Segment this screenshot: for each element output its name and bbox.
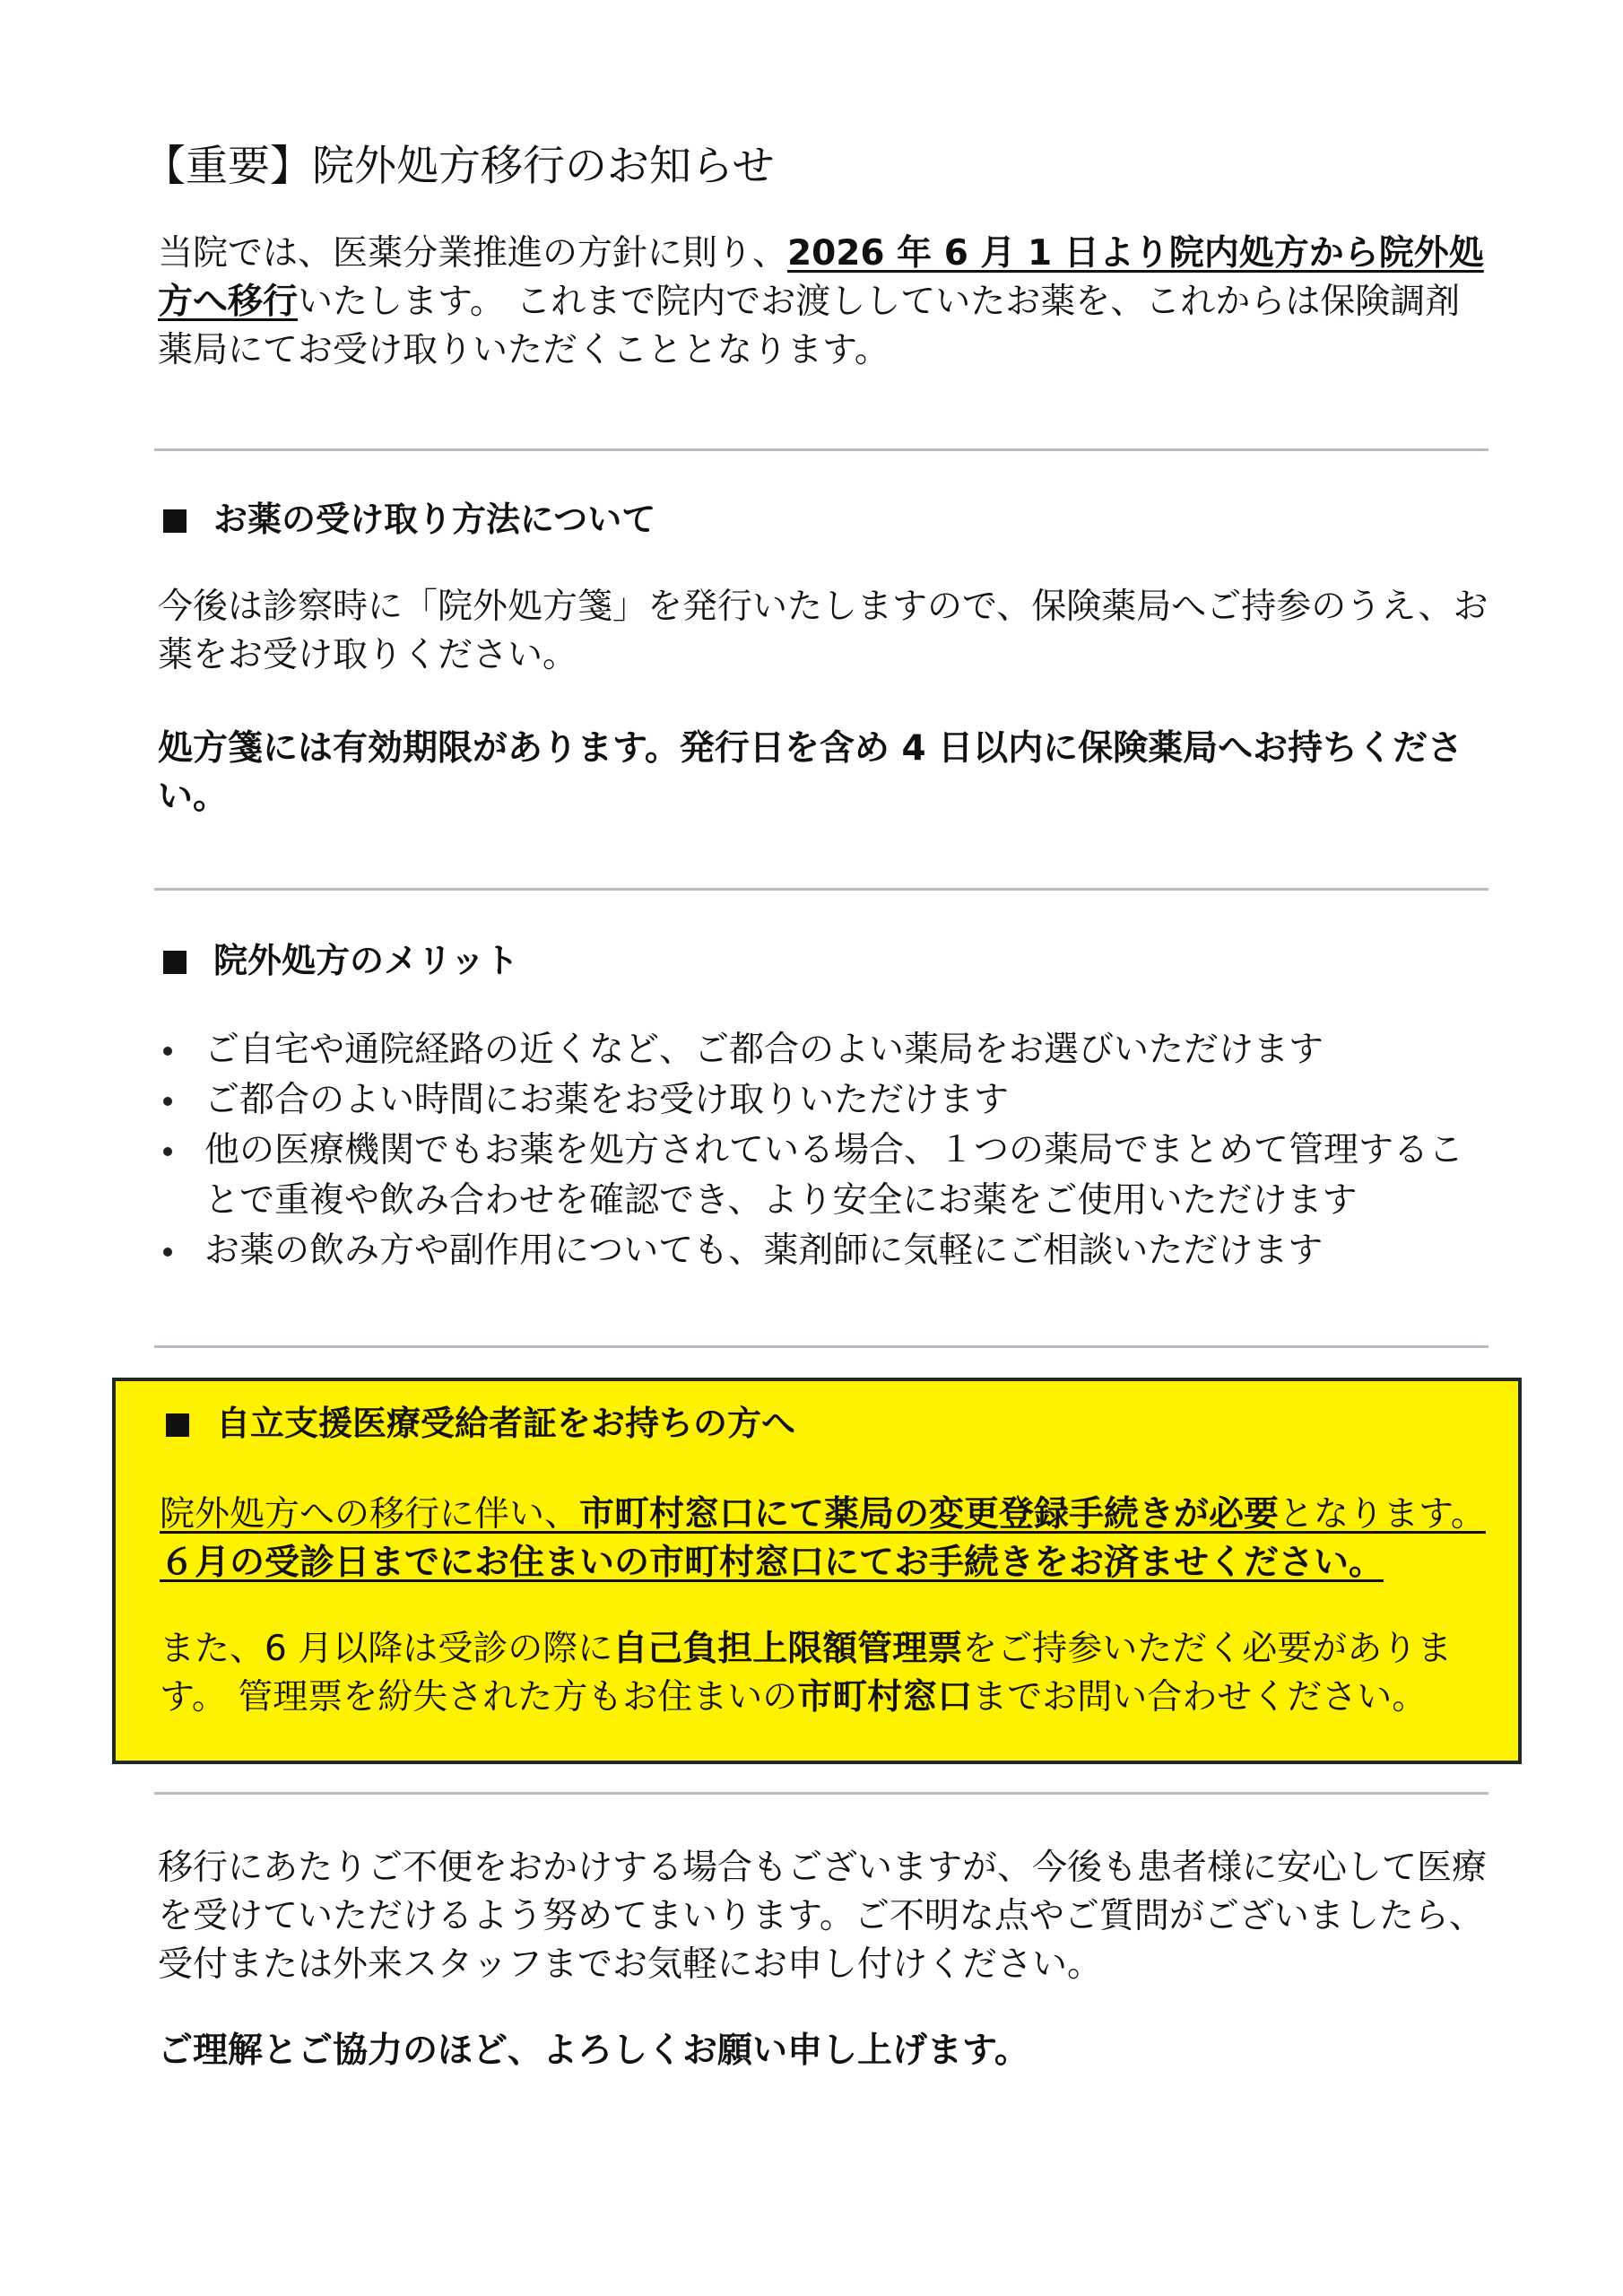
list-item xyxy=(158,1126,1494,1226)
support-notice-box xyxy=(112,1378,1522,1764)
divider xyxy=(154,448,1488,451)
receive-paragraph: 今後は診察時に「院外処方箋」を発行いたしますので、保険薬局へご持参のうえ、お薬をお受け取りください。 xyxy=(158,587,1488,675)
support-requirement xyxy=(160,1491,1496,1587)
merit-item-text: お薬の飲み方や副作用についても、薬剤師に気軽にご相談いただけます xyxy=(204,1231,1324,1271)
notice-title: 【重要】院外処方移行のお知らせ xyxy=(143,142,775,191)
merit-item-text: ご都合のよい時間にお薬をお受け取りいただけます xyxy=(204,1080,1010,1120)
section-heading-support xyxy=(166,1399,795,1448)
intro-tail: いたします。 これまで院内でお渡ししていたお薬を、これからは保険調剤薬局にてお受け取りいただくこととなります。 xyxy=(158,282,1461,370)
bullet-dot-icon xyxy=(163,1097,172,1106)
square-bullet-icon xyxy=(163,951,187,974)
list-item xyxy=(158,1226,1494,1276)
bullet-dot-icon xyxy=(163,1248,172,1257)
section-heading-receive-text: お薬の受け取り方法について xyxy=(213,500,656,539)
section-heading-support-text: 自立支援医療受給者証をお持ちの方へ xyxy=(216,1404,796,1443)
section-heading-merit xyxy=(163,936,518,985)
support-line2: ６月の受診日までにお住まいの市町村窓口にてお手続きをお済ませください。 xyxy=(160,1543,1384,1583)
support-line3-b: 自己負担上限額管理票 xyxy=(612,1629,963,1669)
merit-list xyxy=(158,1025,1494,1276)
support-line3-d: 市町村窓口 xyxy=(797,1677,973,1718)
divider xyxy=(154,1345,1488,1348)
merit-item-text: ご自宅や通院経路の近くなど、ご都合のよい薬局をお選びいただけます xyxy=(204,1030,1324,1070)
bullet-dot-icon xyxy=(163,1147,172,1156)
support-line3-c: をご持参いただく必要があります。 管理票を紛失された方もお住まいの xyxy=(160,1629,1453,1718)
intro-lead: 当院では、医薬分業推進の方針に則り、 xyxy=(158,233,788,274)
support-line1-c: となります。 xyxy=(1279,1494,1486,1535)
support-line3-a: また、6 月以降は受診の際に xyxy=(160,1629,613,1669)
square-bullet-icon xyxy=(166,1413,189,1437)
support-line1-b: 市町村窓口にて薬局の変更登録手続きが必要 xyxy=(579,1494,1280,1535)
list-item xyxy=(158,1025,1494,1075)
support-certificate-note xyxy=(160,1625,1496,1722)
intro-emphasis: 2026 年 6 月 1 日より院内処方から院外処方へ移行 xyxy=(158,233,1484,322)
divider xyxy=(154,1792,1488,1795)
merit-item-text: 他の医療機関でもお薬を処方されている場合、１つの薬局でまとめて管理することで重複や飲み合わせを確認でき、より安全にお薬をご使用いただけます xyxy=(204,1130,1464,1221)
list-item xyxy=(158,1075,1494,1126)
intro-paragraph xyxy=(158,230,1494,375)
section-heading-merit-text: 院外処方のメリット xyxy=(213,941,519,980)
support-line1-a: 院外処方への移行に伴い、 xyxy=(160,1494,580,1535)
support-line3-e: までお問い合わせください。 xyxy=(972,1677,1428,1718)
closing-paragraph: 移行にあたりご不便をおかけする場合もございますが、今後も患者様に安心して医療を受けていただけるよう努めてまいります。ご不明な点やご質問がございましたら、受付または外来スタッフまでお気軽にお申し付けください。 xyxy=(158,1848,1488,1985)
divider xyxy=(154,888,1488,891)
bullet-dot-icon xyxy=(163,1047,172,1056)
square-bullet-icon xyxy=(163,509,187,533)
closing-thanks: ご理解とご協力のほど、よろしくお願い申し上げます。 xyxy=(158,2031,1029,2071)
expiry-warning: 処方箋には有効期限があります。発行日を含め 4 日以内に保険薬局へお持ちください。 xyxy=(158,728,1463,817)
section-heading-receive xyxy=(163,495,655,544)
